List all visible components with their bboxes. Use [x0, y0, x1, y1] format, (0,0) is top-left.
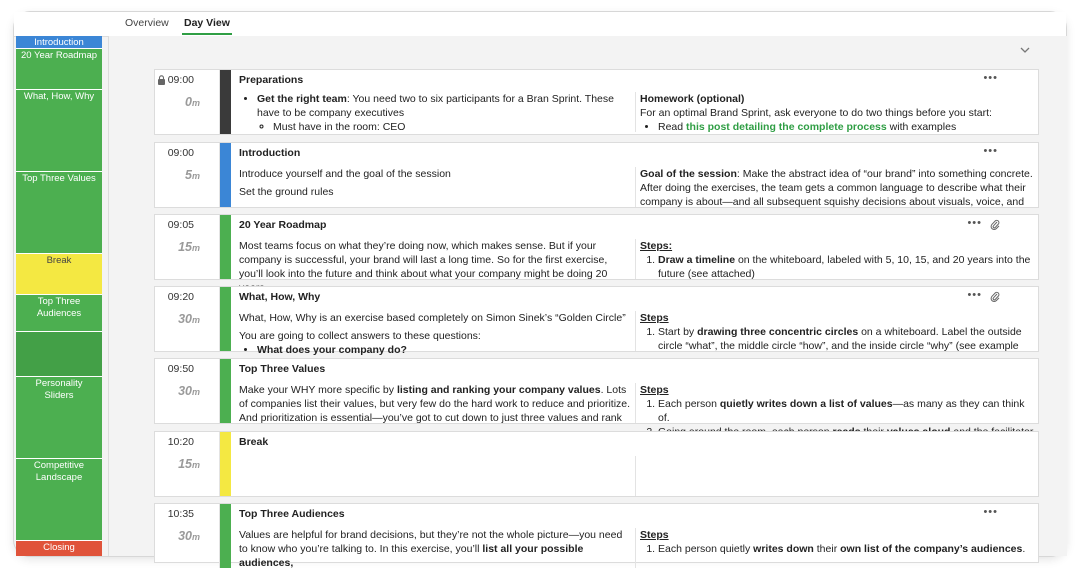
- card-notes: [635, 167, 1035, 207]
- card-notes: [635, 383, 1035, 423]
- paragraph: What, How, Why is an exercise based completely on Simon Sinek’s “Golden Circle”: [239, 312, 626, 324]
- paragraph-text: Values are helpful for brand decisions, but they’re not the whole picture—you need to know who you’re talking to. In this exercise, you’ll: [239, 529, 623, 555]
- card-notes: [635, 456, 1035, 496]
- duration: [178, 240, 200, 254]
- duration-value: 30: [178, 529, 192, 543]
- step-bold: Draw a timeline: [658, 254, 736, 266]
- sidebar-item-label: Break: [46, 255, 72, 266]
- card-title: Introduction: [239, 147, 301, 159]
- time-column: [155, 287, 220, 351]
- sidebar-item-label: Closing: [43, 542, 75, 553]
- color-bar: [220, 432, 231, 496]
- view-tabs: [14, 12, 1066, 37]
- list-item: • What does your company do?: [257, 343, 633, 357]
- sidebar-item-personality-sliders[interactable]: [16, 377, 102, 458]
- card-description: [239, 167, 633, 207]
- app-window: [14, 12, 1066, 569]
- step-text: Each person quietly: [658, 543, 754, 555]
- sidebar-item-label: 20 Year Roadmap: [20, 50, 98, 61]
- tab-overview[interactable]: Overview: [125, 17, 169, 29]
- color-bar: [220, 70, 231, 134]
- paragraph: [239, 528, 633, 570]
- sidebar-item-top-three-values[interactable]: [16, 172, 102, 253]
- more-options-icon[interactable]: •••: [983, 72, 998, 84]
- duration-unit: m: [191, 243, 200, 253]
- sidebar-item-label: Introduction: [34, 37, 84, 48]
- duration-value: 15: [178, 457, 192, 471]
- bullet-text: : You need two to six participants for a Bran Sprint. These have to be company executives: [257, 93, 614, 119]
- notes-heading: Steps:: [640, 240, 673, 252]
- card-notes: [635, 311, 1035, 351]
- sidebar-item-break[interactable]: [16, 254, 102, 294]
- duration: [178, 384, 200, 398]
- card-notes: [635, 92, 1035, 132]
- paragraph: Most teams focus on what they’re doing now, which makes sense. But if your company is successful, your brand will last a long time. So for the first exercise, you’ll look into the future and think about what your company might be doing 20: [239, 240, 608, 280]
- sidebar-item-unlabeled[interactable]: [16, 332, 102, 376]
- start-time: 09:05: [167, 219, 194, 231]
- time-column: [155, 359, 220, 423]
- color-bar: [220, 504, 231, 568]
- paragraph: Set the ground rules: [239, 186, 334, 198]
- step-text: their: [813, 543, 841, 555]
- tab-day-view[interactable]: Day View: [184, 17, 230, 29]
- card-notes: [635, 528, 1035, 568]
- sidebar-item-closing[interactable]: [16, 541, 102, 556]
- paragraph-text: . Lots of companies list their values, but very few do the hard work to reduce and prioritize. And prioritization is essential—you’ve got to cut down to just three values and rank: [239, 384, 631, 424]
- sidebar-item-label: Top Three Audiences: [36, 296, 82, 319]
- more-options-icon[interactable]: •••: [967, 289, 982, 301]
- step-bold: quietly writes down a list of values: [719, 398, 893, 410]
- card-title: Preparations: [239, 74, 304, 86]
- process-link[interactable]: this post detailing the complete process: [686, 121, 887, 133]
- more-options-icon[interactable]: •••: [983, 145, 998, 157]
- color-bar: [220, 359, 231, 423]
- step-text: Each person: [658, 398, 720, 410]
- time-column: [155, 215, 220, 279]
- color-bar: [220, 215, 231, 279]
- card-title: Top Three Audiences: [239, 508, 345, 520]
- duration-value: 30: [178, 384, 192, 398]
- agenda-card-top-three-audiences[interactable]: [154, 503, 1039, 569]
- list-item: [658, 120, 1035, 134]
- duration-unit: m: [191, 98, 200, 108]
- duration-unit: m: [191, 460, 200, 470]
- agenda-sidebar: [16, 36, 102, 556]
- agenda-card-20-year-roadmap[interactable]: [154, 214, 1039, 280]
- duration-value: 30: [178, 312, 192, 326]
- card-notes: [635, 239, 1035, 279]
- paperclip-icon[interactable]: [990, 291, 1000, 302]
- bullet-bold: Get the right team: [257, 93, 347, 105]
- bold-text: list all your possible audiences,: [239, 543, 584, 569]
- notes-text: : Make the abstract idea of “our brand” into something concrete. After doing the exercises, the team gets a common language to describe what their company is about—and all subsequent squishy decisions about visuals, voice, and: [640, 168, 1033, 208]
- list-item: [658, 253, 1035, 281]
- paragraph: Introduce yourself and the goal of the session: [239, 168, 451, 180]
- sidebar-item-competitive-landscape[interactable]: [16, 459, 102, 540]
- duration: [185, 95, 200, 109]
- step-bold: drawing three concentric circles: [697, 326, 859, 338]
- sidebar-item-label: What, How, Why: [23, 91, 95, 102]
- sidebar-item-what-how-why[interactable]: [16, 90, 102, 171]
- start-time: 09:20: [167, 291, 194, 303]
- list-item: [658, 542, 1035, 556]
- step-text: —as many as they can think of.: [658, 398, 1025, 424]
- start-time: 09:00: [167, 74, 194, 86]
- card-title: What, How, Why: [239, 291, 321, 303]
- notes-heading: Steps: [640, 312, 669, 324]
- start-time: 10:20: [167, 436, 194, 448]
- paragraph: [640, 167, 1035, 209]
- sidebar-item-top-three-audiences[interactable]: [16, 295, 102, 331]
- duration: [178, 312, 200, 326]
- duration-unit: m: [191, 315, 200, 325]
- color-bar: [220, 143, 231, 207]
- list-item: [658, 325, 1035, 353]
- sidebar-item-label: Competitive Landscape: [33, 460, 85, 483]
- duration: [178, 529, 200, 543]
- agenda-card-introduction[interactable]: [154, 142, 1039, 208]
- time-column: [155, 70, 220, 134]
- start-time: 10:35: [167, 508, 194, 520]
- start-time: 09:50: [167, 363, 194, 375]
- time-column: [155, 504, 220, 568]
- duration-unit: m: [191, 171, 200, 181]
- bold-text: listing and ranking your company values: [396, 384, 601, 396]
- duration-value: 15: [178, 240, 192, 254]
- duration: [185, 168, 200, 182]
- step-text: on a whiteboard. Label the outside circle “what”, the middle circle “how”, and the inside circle “why” (see example: [658, 326, 1022, 352]
- lock-icon: [157, 75, 166, 85]
- card-description: [239, 239, 633, 279]
- sidebar-item-label: Top Three Values: [22, 173, 96, 184]
- notes-heading: Homework (optional): [640, 93, 745, 105]
- agenda-card-top-three-values[interactable]: [154, 358, 1039, 424]
- day-view-main: [108, 36, 1067, 569]
- paragraph-text: Make your WHY more specific by: [239, 384, 397, 396]
- duration-value: 5: [185, 168, 192, 182]
- time-column: [155, 432, 220, 496]
- step-bold: own list of the company’s audiences: [840, 543, 1023, 555]
- color-bar: [220, 287, 231, 351]
- paperclip-icon[interactable]: [990, 219, 1000, 230]
- start-time: 09:00: [167, 147, 194, 159]
- sidebar-item-introduction[interactable]: [16, 36, 102, 48]
- duration: [178, 457, 200, 471]
- notes-heading: Steps: [640, 384, 669, 396]
- notes-text: For an optimal Brand Sprint, ask everyone to do two things before you start:: [640, 107, 992, 119]
- step-text: on the whiteboard, labeled with 5, 10, 15, and 20 years into the future (see attached): [658, 254, 1031, 280]
- step-text: Start by: [658, 326, 698, 338]
- sidebar-item-label: Personality Sliders: [35, 378, 83, 401]
- card-description: [239, 311, 633, 356]
- chevron-down-icon[interactable]: [1019, 44, 1031, 56]
- step-text: .: [1022, 543, 1026, 555]
- card-title: Break: [239, 436, 269, 448]
- sidebar-item-20-year-roadmap[interactable]: [16, 49, 102, 89]
- bullet-text: with examples: [886, 121, 957, 133]
- time-column: [155, 143, 220, 207]
- paragraph: [239, 383, 633, 425]
- notes-heading: Steps: [640, 529, 669, 541]
- step-bold: writes down: [753, 543, 814, 555]
- bullet-text: Read: [658, 121, 687, 133]
- more-options-icon[interactable]: •••: [967, 217, 982, 229]
- agenda-card-what-how-why[interactable]: [154, 286, 1039, 356]
- bold-text: Goal of the session: [640, 168, 737, 180]
- agenda-card-preparations[interactable]: [154, 69, 1039, 135]
- duration-unit: m: [191, 532, 200, 542]
- list-item: [257, 92, 633, 134]
- paragraph: You are going to collect answers to these questions:: [239, 330, 481, 342]
- card-title: 20 Year Roadmap: [239, 219, 327, 231]
- card-title: Top Three Values: [239, 363, 326, 375]
- card-description: [239, 528, 633, 568]
- list-item: ◦ Must have in the room: CEO: [273, 120, 633, 134]
- card-description: [239, 383, 633, 423]
- duration-unit: m: [191, 387, 200, 397]
- agenda-card-break[interactable]: [154, 431, 1039, 497]
- card-description: [239, 92, 633, 132]
- duration-value: 0: [185, 95, 192, 109]
- more-options-icon[interactable]: •••: [983, 506, 998, 518]
- list-item: [658, 397, 1035, 425]
